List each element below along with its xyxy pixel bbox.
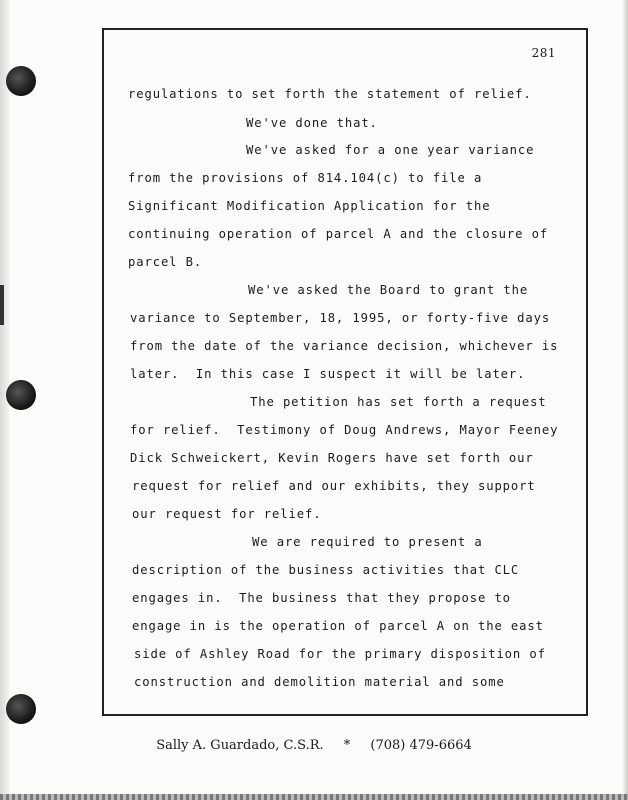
transcript-line: The petition has set forth a request (250, 395, 547, 409)
binder-hole-middle (6, 380, 36, 410)
reporter-name: Sally A. Guardado, C.S.R. (156, 738, 324, 753)
transcript-line: parcel B. (128, 255, 203, 269)
transcript-line: We've asked for a one year variance (246, 143, 535, 157)
transcript-line: request for relief and our exhibits, they support (132, 479, 536, 493)
transcript-line: from the provisions of 814.104(c) to file a (128, 171, 483, 185)
transcript-line: We are required to present a (252, 535, 483, 549)
transcript-line: engage in is the operation of parcel A on the east (132, 619, 544, 633)
transcript-line: from the date of the variance decision, whichever is (130, 339, 559, 353)
page-bottom-edge (0, 794, 628, 800)
page-left-mark (0, 285, 4, 325)
transcript-line: continuing operation of parcel A and the closure of (128, 227, 549, 241)
transcript-line: We've asked the Board to grant the (248, 283, 529, 297)
transcript-line: description of the business activities that CLC (132, 563, 520, 577)
transcript-line: engages in. The business that they propose to (132, 591, 511, 605)
page-footer (0, 738, 628, 753)
transcript-line: our request for relief. (132, 507, 322, 521)
transcript-line: construction and demolition material and some (134, 675, 505, 689)
transcript-line: regulations to set forth the statement of relief. (128, 87, 532, 101)
transcript-line: later. In this case I suspect it will be later. (130, 367, 526, 381)
transcript-line: for relief. Testimony of Doug Andrews, Mayor Feeney (130, 423, 559, 437)
binder-hole-bottom (6, 694, 36, 724)
transcript-page-frame (102, 28, 588, 716)
page-right-edge (623, 0, 628, 800)
transcript-line: side of Ashley Road for the primary disposition of (134, 647, 546, 661)
page-number: 281 (531, 46, 556, 60)
binder-hole-top (6, 66, 36, 96)
transcript-line: We've done that. (246, 116, 378, 130)
reporter-phone: (708) 479-6664 (370, 738, 472, 753)
transcript-line: Significant Modification Application for the (128, 199, 491, 213)
transcript-line: variance to September, 18, 1995, or forty-five days (130, 311, 551, 325)
footer-separator: * (343, 738, 351, 753)
transcript-line: Dick Schweickert, Kevin Rogers have set forth our (130, 451, 534, 465)
